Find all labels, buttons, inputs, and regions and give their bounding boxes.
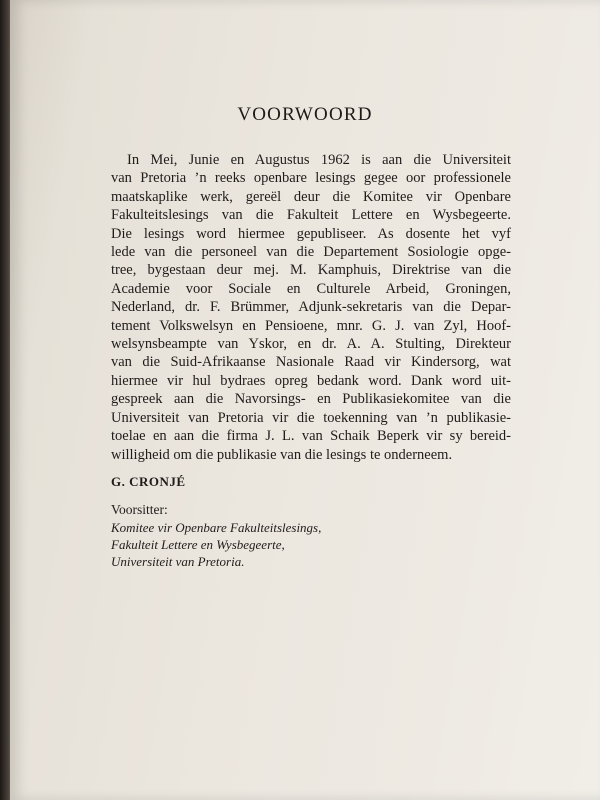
paragraph-line: Fakulteitslesings van die Fakulteit Lettere en Wysbegeerte.	[111, 207, 511, 224]
chair-affiliation	[111, 519, 321, 570]
book-page	[10, 0, 600, 800]
paragraph-line: In Mei, Junie en Augustus 1962 is aan die Universiteit	[127, 152, 511, 168]
paragraph-line: tement Volkswelsyn en Pensioene, mnr. G. J. van Zyl, Hoof-	[111, 317, 511, 334]
affiliation-line: Komitee vir Openbare Fakulteitslesings,	[111, 520, 322, 535]
affiliation-line: Universiteit van Pretoria.	[111, 554, 245, 569]
paragraph-line: tree, bygestaan deur mej. M. Kamphuis, Direktrise van die	[111, 262, 511, 279]
paragraph-line: welsynsbeampte van Yskor, en dr. A. A. Stulting, Direkteur	[111, 336, 511, 353]
paragraph-line: Universiteit van Pretoria vir die toekenning van ’n publikasie-	[111, 409, 511, 426]
paragraph-line: maatskaplike werk, gereël deur die Komitee vir Openbare	[111, 188, 511, 205]
paragraph-line: Academie voor Sociale en Culturele Arbeid, Groningen,	[111, 280, 511, 297]
affiliation-line: Fakulteit Lettere en Wysbegeerte,	[111, 537, 285, 552]
chair-label: Voorsitter:	[111, 502, 168, 517]
paragraph-line: Nederland, dr. F. Brümmer, Adjunk-sekretaris van die Depar-	[111, 299, 511, 316]
paragraph-line: van Pretoria ’n reeks openbare lesings gegee oor professionele	[111, 170, 511, 187]
paragraph-line: Die lesings word hiermee gepubliseer. As dosente het vyf	[111, 225, 511, 242]
page-title: VOORWOORD	[237, 104, 373, 125]
paragraph-line: van die Suid-Afrikaanse Nasionale Raad vir Kindersorg, wat	[111, 354, 511, 371]
paragraph-line: gespreek aan die Navorsings- en Publikasiekomitee van die	[111, 391, 511, 408]
paragraph-line: hiermee vir hul bydraes opreg bedank word. Dank word uit-	[111, 372, 511, 389]
foreword-paragraph	[111, 151, 511, 464]
paragraph-line: toelae en aan die firma J. L. van Schaik Beperk vir sy bereid-	[111, 428, 511, 445]
signatory-name: G. CRONJÉ	[111, 474, 186, 489]
paragraph-line: willigheid om die publikasie van die lesings te onderneem.	[111, 446, 453, 463]
paragraph-line: lede van die personeel van die Departement Sosiologie opge-	[111, 244, 511, 261]
